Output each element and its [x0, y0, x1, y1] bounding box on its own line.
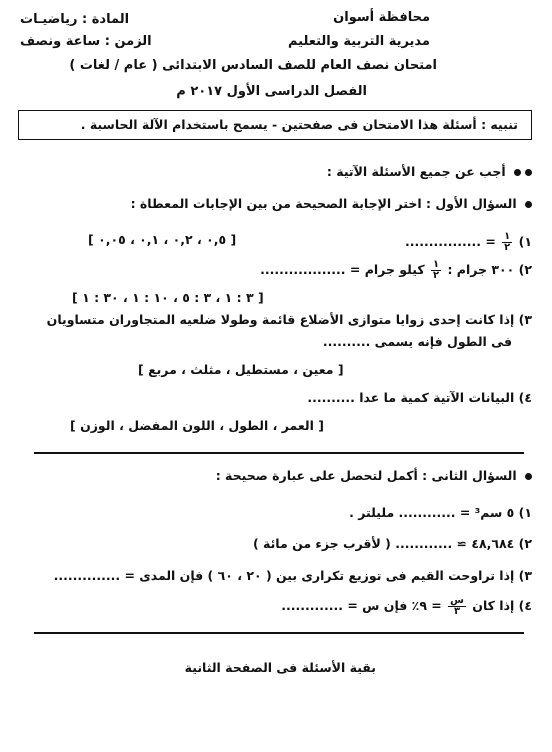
- governorate: محافظة أسوان: [333, 10, 430, 25]
- footer-note: بقية الأسئلة فى الصفحة الثانية: [184, 660, 376, 675]
- fraction-numerator: ١: [432, 259, 440, 270]
- item-number: ٣): [518, 568, 532, 583]
- item-number: ٢): [518, 536, 532, 551]
- q2-item-3: [54, 568, 532, 583]
- item-number: ٢): [518, 262, 532, 277]
- divider: [34, 452, 524, 454]
- fraction: [431, 260, 441, 281]
- item-text: إذا كانت إحدى زوايا متوازى الأضلاع قائمة وطولا ضلعيه المتجاوران متساويان: [46, 312, 515, 327]
- item-text-2: كيلو جرام = ..................: [260, 262, 429, 277]
- q1-item-1-choices: [ ٠,٥ ، ٠,٢ ، ٠,١ ، ٠,٠٥ ]: [88, 232, 237, 247]
- item-text: ٥ سم³ = ............ مليلتر .: [349, 505, 515, 520]
- q1-item-1: [405, 232, 532, 253]
- fraction: [502, 232, 512, 253]
- fraction: [448, 596, 466, 617]
- divider: [34, 632, 524, 634]
- fraction-numerator: س: [450, 595, 464, 606]
- bullet-icon: [514, 169, 521, 176]
- fraction-denominator: ٢: [432, 270, 440, 281]
- term: الفصل الدراسى الأول ٢٠١٧ م: [176, 84, 367, 99]
- directorate: مديرية التربية والتعليم: [287, 34, 430, 49]
- item-text-2: = ٩٪ فإن س = .............: [281, 598, 447, 613]
- item-text: ٤٨,٦٨٤ ≃ ............ ( لأقرب جزء من مائة ): [252, 536, 515, 551]
- exam-title: امتحان نصف العام للصف السادس الابتدائى ( عام / لغات ): [69, 58, 437, 73]
- notice-text: تنبيه : أسئلة هذا الامتحان فى صفحتين - يسمح باستخدام الآلة الحاسبة .: [80, 117, 518, 132]
- instruction: [327, 164, 532, 179]
- fraction-denominator: ٢: [504, 242, 511, 253]
- item-text: = ................: [405, 234, 496, 249]
- bullet-icon: [525, 473, 532, 480]
- q1-item-2: [260, 260, 532, 281]
- bullet-icon: [525, 201, 532, 208]
- item-number: ٤): [518, 390, 532, 405]
- q1-item-2-choices: [ ٣ : ١ ، ٣ : ٥ ، ١٠ : ١ ، ٣٠ : ١ ]: [72, 290, 264, 305]
- item-text: إذا تراوحت القيم فى توزيع تكرارى بين ( ٢٠ ، ٦٠ ) فإن المدى = ..............: [53, 568, 515, 583]
- item-number: ٤): [518, 598, 532, 613]
- item-text: ٣٠٠ جرام :: [443, 262, 515, 277]
- q1-title-text: السؤال الأول : اختر الإجابة الصحيحة من بين الإجابات المعطاة :: [130, 196, 517, 211]
- bullet-icon: [525, 169, 532, 176]
- q1-item-4-choices: [ العمر ، الطول ، اللون المفضل ، الوزن ]: [70, 418, 324, 433]
- item-text: إذا كان: [467, 598, 515, 613]
- exam-duration: الزمن : ساعة ونصف: [20, 34, 152, 49]
- q1-item-3: [47, 312, 532, 327]
- fraction-denominator: ٣: [453, 606, 461, 617]
- q1-item-3-choices: [ معين ، مستطيل ، مثلث ، مربع ]: [138, 362, 344, 377]
- q1-title: [131, 196, 532, 211]
- q2-title: [216, 468, 532, 483]
- q2-title-label: السؤال الثانى :: [422, 468, 517, 483]
- q2-title-text: أكمل لتحصل على عبارة صحيحة :: [215, 468, 423, 483]
- q2-item-4: [281, 596, 532, 617]
- item-number: ١): [518, 234, 532, 249]
- q1-item-3-line2: فى الطول فإنه يسمى ..........: [322, 334, 512, 349]
- q1-item-4: [307, 390, 532, 405]
- q2-item-2: [253, 536, 532, 551]
- instruction-text: أجب عن جميع الأسئلة الآتية :: [326, 164, 506, 179]
- fraction-numerator: ١: [504, 231, 511, 242]
- subject: المادة : رياضيـات: [20, 12, 130, 27]
- q2-item-1: [349, 505, 532, 520]
- item-text: البيانات الآتية كمية ما عدا ..........: [307, 390, 515, 405]
- item-number: ٣): [518, 312, 532, 327]
- item-number: ١): [518, 505, 532, 520]
